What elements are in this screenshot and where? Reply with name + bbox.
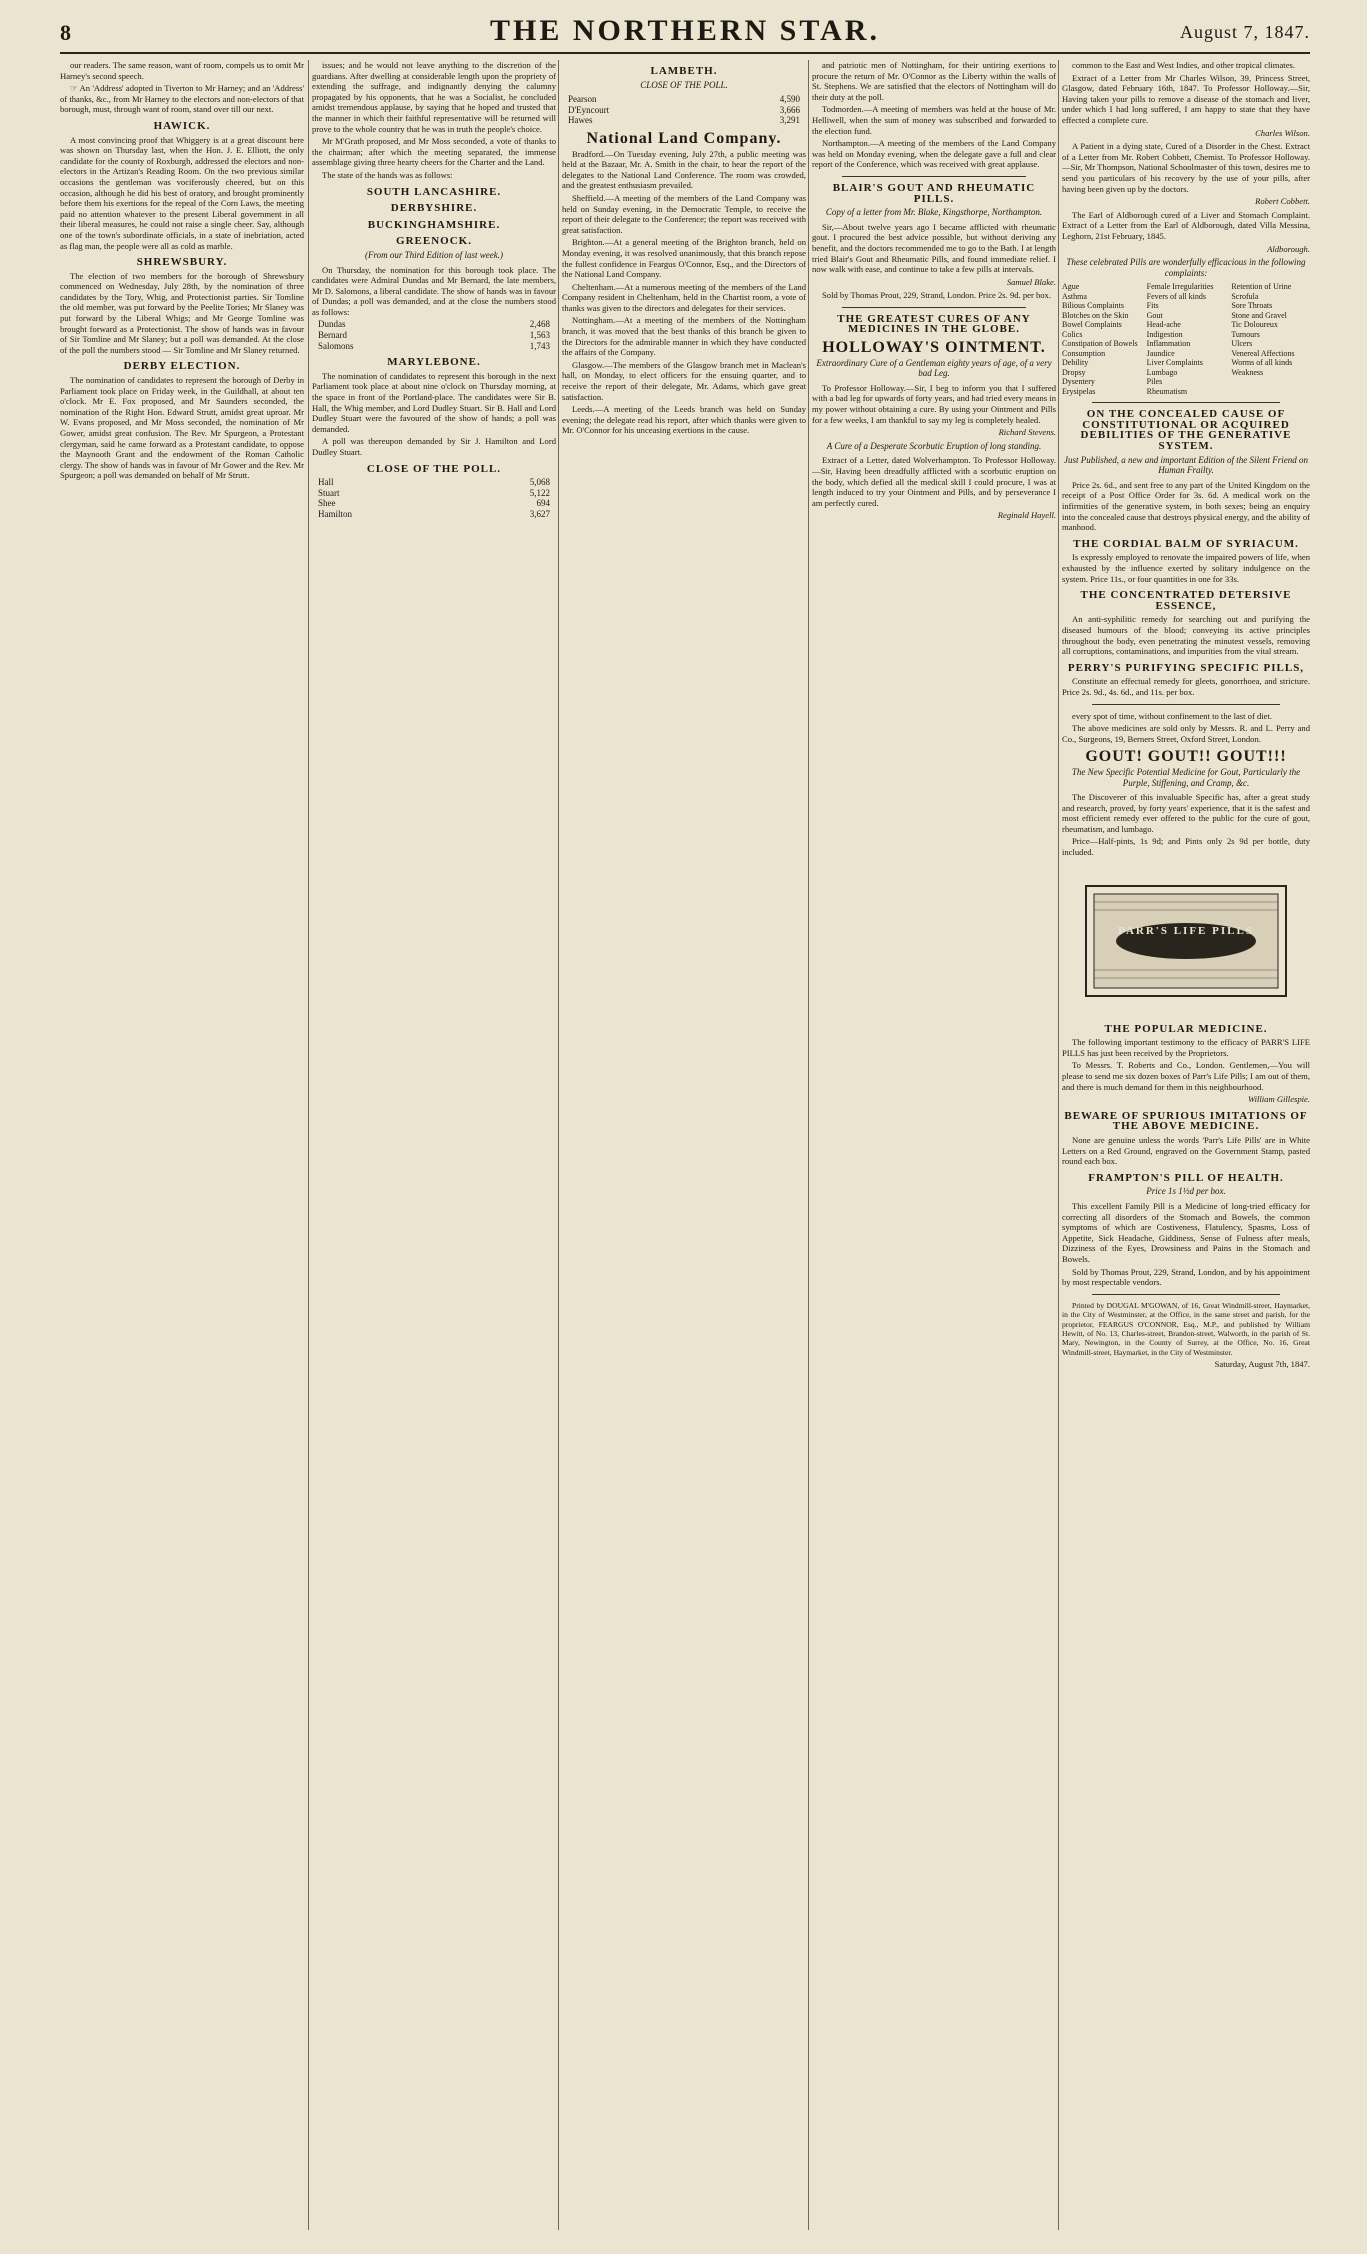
blairs-price: Sold by Thomas Prout, 229, Strand, London. Price 2s. 9d. per box. xyxy=(822,290,1051,301)
disease-item: Jaundice xyxy=(1146,348,1175,358)
disease-item: Dysentery xyxy=(1062,377,1095,387)
pill-box-label: PARR'S LIFE PILLS xyxy=(1118,924,1254,937)
column-5-6 xyxy=(1062,60,1310,2230)
disease-item: Tumours xyxy=(1231,329,1260,339)
cordial-balm-heading: THE CORDIAL BALM OF SYRIACUM. xyxy=(1073,537,1299,550)
disease-item: Venereal Affections xyxy=(1231,348,1295,358)
candidate-name: D'Eyncourt xyxy=(568,104,610,115)
disease-item: Lumbago xyxy=(1146,367,1178,377)
buckinghamshire-heading: BUCKINGHAMSHIRE. xyxy=(367,218,501,231)
candidate-votes: 5,122 xyxy=(529,487,550,498)
perry-address: The above medicines are sold only by Messrs. R. and L. Perry and Co., Surgeons, 19, Berners Street, Oxford Street, London. xyxy=(1062,723,1310,744)
disease-item: Consumption xyxy=(1062,348,1106,358)
candidate-votes: 694 xyxy=(536,498,550,509)
todmorden-report: Todmorden.—A meeting of members was held at the house of Mr. Helliwell, when the sum of money was subscribed and forwarded to the election fund. xyxy=(812,104,1056,136)
newspaper-title: THE NORTHERN STAR. xyxy=(490,14,880,47)
hawick-article: A most convincing proof that Whiggery is at a great discount here was shown on Thursday last, when the Hon. J. E. Elliott, the only candidate for the county of Roxburgh, addressed the electors and non-electors in the Artizan's Reading Room. On the two previous similar occasions the gentleman was vociferously cheered, but on this occasion, although he did his best of oratory, and brought prominently before them his exertions for the repeal of the Corn Laws, the meeting paid no attention whatever to the present Liberal government in all their liberal measures, he could not raise a single cheer. Say, although one of the town's subordinate officials, in a state of inebriation, acted as flag man, the people were all as cold as marble. xyxy=(60,134,304,251)
brighton-report: Brighton.—At a general meeting of the Brighton branch, held on Monday evening, it was resolved unanimously, that this branch repose the fullest confidence in Feargus O'Connor, Esq., and the Directors of the National Land Company. xyxy=(562,237,806,280)
lambeth-close-label: CLOSE OF THE POLL. xyxy=(640,79,728,90)
poll-row xyxy=(312,488,556,499)
pill-box-engraving xyxy=(1076,866,1296,1016)
blairs-pills-heading: BLAIR'S GOUT AND RHEUMATIC PILLS. xyxy=(832,181,1036,205)
popular-signature: William Gillespie. xyxy=(1247,1094,1310,1105)
holloway-signature: Richard Stevens. xyxy=(998,427,1056,438)
scorbutic-cure-subtitle: A Cure of a Desperate Scorbutic Eruption of long standing. xyxy=(826,440,1042,451)
lambeth-poll-table xyxy=(562,94,806,126)
candidate-votes: 4,590 xyxy=(779,94,800,105)
disease-item: Colics xyxy=(1062,329,1083,339)
greenock-article: On Thursday, the nomination for this borough took place. The candidates were Admiral Dundas and Mr Bernard, the late members, Mr D. Salomons, a liberal candidate. The show of hands was in favour of Dundas; a poll was demanded, and at the close the numbers stood as follows: xyxy=(312,264,556,317)
scorbutic-testimonial: Extract of a Letter, dated Wolverhampton. To Professor Holloway.—Sir, Having been dreadfully afflicted with a scorbutic eruption on the body, which defied all the medical skill I could procure, I was at length induced to try your Ointment and Pills, and by perseverance I am perfectly cured. xyxy=(812,455,1056,508)
holloway-cure-subtitle: Extraordinary Cure of a Gentleman eighty years of age, of a very bad Leg. xyxy=(816,357,1052,379)
candidate-name: Salomons xyxy=(318,340,354,351)
detersive-essence-text: An anti-syphilitic remedy for searching out and purifying the diseased humours of the blood; conveying its active principles throughout the body, even penetrating the minutest vessels, removing all corruptions, contaminations, and impurities from the vital stream. xyxy=(1062,614,1310,657)
bradford-report: Bradford.—On Tuesday evening, July 27th, a public meeting was held at the Bazaar, Mr. A. Smith in the chair, to hear the report of the delegates to the National Land Conference. The room was crowded, and the greatest enthusiasm prevailed. xyxy=(562,148,806,191)
poll-row xyxy=(312,319,556,330)
derby-article: The nomination of candidates to represent the borough of Derby in Parliament took place on Friday week, in the Guildhall, at about ten o'clock. Mr E. Fox proposed, and Mr Saunders seconded, the nomination of the Right Hon. Edward Strutt, amidst great uproar. Mr W. Evans proposed, and Mr Moss seconded, the nomination of Mr Gower, amidst great confusion. The Rev. Mr Spurgeon, a Protestant clergyman, said he came forward as a Protestant candidate, to oppose the Maynooth Grant and the endowment of the Roman Catholic clergy. The show of hands was in favour of Mr Gower and the Rev. Mr Spurgeon; a poll was demanded on behalf of Mr Strutt. xyxy=(60,375,304,481)
cobbett-signature: Robert Cobbett. xyxy=(1255,196,1310,207)
gout-price: Price—Half-pints, 1s 9d; and Pints only 2s 9d per bottle, duty included. xyxy=(1062,836,1310,858)
page-number: 8 xyxy=(60,20,71,45)
holloway-testimonial: To Professor Holloway.—Sir, I beg to inform you that I suffered with a bad leg for upwards of forty years, and had tried every means in my power without obtaining a cure. By using your Ointment and Pills for a few weeks, I am thankful to say my leg is completely healed. xyxy=(812,382,1056,425)
column-1 xyxy=(60,60,304,2230)
hands-intro: The state of the hands was as follows: xyxy=(322,169,453,180)
frampton-heading: FRAMPTON'S PILL OF HEALTH. xyxy=(1088,1171,1284,1184)
meeting-close: Mr M'Grath proposed, and Mr Moss seconded, a vote of thanks to the chairman; after which the meeting separated, the immense assemblage giving three hearty cheers for the Charter and the Land. xyxy=(312,136,556,168)
wilson-letter: Extract of a Letter from Mr Charles Wilson, 39, Princess Street, Glasgow, dated February 16th, 1847. To Professor Holloway.—Sir, Having taken your pills to remove a disease of the stomach and liver, under which I had long suffered, I am happy to state that they have effected a complete cure. xyxy=(1062,72,1310,125)
divider xyxy=(1092,704,1280,705)
frampton-sold-by: Sold by Thomas Prout, 229, Strand, London, and by his appointment by most respectable vendors. xyxy=(1062,1266,1310,1288)
diseases-heading: These celebrated Pills are wonderfully efficacious in the following complaints: xyxy=(1066,257,1306,278)
poll-demand: A poll was thereupon demanded by Sir J. Hamilton and Lord Dudley Stuart. xyxy=(312,436,556,457)
disease-item: Piles xyxy=(1146,377,1163,387)
candidate-name: Stuart xyxy=(318,487,340,498)
disease-list xyxy=(1062,282,1310,396)
column-rule xyxy=(558,60,559,2230)
close-of-poll-heading: CLOSE OF THE POLL. xyxy=(366,462,502,475)
disease-item: Gout xyxy=(1146,310,1163,320)
column-rule xyxy=(808,60,809,2230)
cheltenham-report: Cheltenham.—At a numerous meeting of the members of the Land Company resident in Cheltenham, held in the Chartist room, a vote of thanks was given to the directors and delegates for their services. xyxy=(562,281,806,313)
column-4 xyxy=(812,60,1056,2230)
disease-item: Erysipelas xyxy=(1062,386,1096,396)
silent-friend-text: Price 2s. 6d., and sent free to any part of the United Kingdom on the receipt of a Post Office Order for 3s. 6d. A medical work on the infirmities of the generative system, in both sexes; being an enquiry into the concealed cause that destroys physical energy, and the ability of manhood. xyxy=(1062,479,1310,533)
marylebone-poll-table xyxy=(312,477,556,519)
disease-item: Inflammation xyxy=(1146,339,1191,349)
silent-friend-subtitle: Just Published, a new and important Edition of the Silent Friend on Human Frailty. xyxy=(1064,454,1308,476)
scorbutic-signature: Reginald Hayell. xyxy=(997,510,1056,521)
candidate-votes: 5,068 xyxy=(529,477,550,488)
glasgow-report: Glasgow.—The members of the Glasgow branch met in Maclean's hall, on Monday, to elect officers for the ensuing quarter, and to receive the report of their delegate, Mr. Adams, which gave great satisfaction. xyxy=(562,359,806,402)
poll-row xyxy=(562,115,806,126)
poll-row xyxy=(312,341,556,352)
disease-item: Tic Doloureux xyxy=(1231,320,1278,330)
candidate-name: Hamilton xyxy=(318,508,352,519)
candidate-name: Shee xyxy=(318,498,336,509)
disease-item: Debility xyxy=(1062,358,1089,368)
disease-item: Worms of all kinds xyxy=(1231,358,1293,368)
divider xyxy=(1092,1294,1280,1295)
beware-text: None are genuine unless the words 'Parr's Life Pills' are in White Letters on a Red Ground, engraved on the Government Stamp, pasted round each box. xyxy=(1062,1135,1310,1167)
disease-item: Ague xyxy=(1062,282,1080,292)
disease-item: Indigestion xyxy=(1146,329,1183,339)
frampton-text: This excellent Family Pill is a Medicine of long-tried efficacy for correcting all disorders of the Stomach and Bowels, the common symptoms of which are Costiveness, Flatulency, Spasms, Loss of Appetite, Sick Headache, Giddiness, Sense of Fulness after meals, Dizziness of the Eyes, Drowsiness and Pains in the Stomach and Bowels. xyxy=(1062,1200,1310,1264)
intro-paragraph: our readers. The same reason, want of room, compels us to omit Mr Harney's second speech. xyxy=(60,60,304,81)
gout-text: The Discoverer of this invaluable Specific has, after a great study and research, proved, by forty years' experience, that it is the safest and most efficient remedy ever offered to the public for the cure of gout, rheumatism, and lumbago. xyxy=(1062,792,1310,834)
column-2 xyxy=(312,60,556,2230)
divider xyxy=(1092,402,1280,403)
blairs-letter-source: Copy of a letter from Mr. Blake, Kingsthorpe, Northampton. xyxy=(825,207,1043,218)
shrewsbury-article: The election of two members for the borough of Shrewsbury commenced on Wednesday, July 28th, by the nomination of three candidates by the Tory, Whig, and Protectionist parties. Sir Tomline the old member, was put forward by the Peelite Tories; Mr Slaney was put forward by the Liberal Whigs; and Mr George Tomline was brought forward as a Protectionist. The show of hands was in favour of Sir Tomline and Mr Slaney; but a poll was demanded. At the close of the poll the numbers stood — Sir Tomline and Mr Slaney returned. xyxy=(60,270,304,355)
holloways-ointment-heading: HOLLOWAY'S OINTMENT. xyxy=(822,339,1046,357)
candidate-name: Hall xyxy=(318,477,334,488)
candidate-votes: 3,666 xyxy=(779,104,800,115)
disease-item: Fevers of all kinds xyxy=(1146,291,1206,301)
detersive-essence-heading: THE CONCENTRATED DETERSIVE ESSENCE, xyxy=(1080,589,1292,612)
nottingham-continued: and patriotic men of Nottingham, for their untiring exertions to procure the return of Mr. O'Connor as the Liberty within the walls of St. Stephens. We are satisfied that the electors of Nottingham will do their duty at the poll. xyxy=(812,60,1056,102)
disease-item: Ulcers xyxy=(1231,339,1253,349)
lambeth-heading: LAMBETH. xyxy=(650,65,718,77)
disease-item: Dropsy xyxy=(1062,367,1086,377)
popular-letter: To Messrs. T. Roberts and Co., London. Gentlemen,—You will please to send me six dozen boxes of Parr's Life Pills; I am out of them, and there is much demand for them in this neighbourhood. xyxy=(1062,1060,1310,1092)
disease-item: Bilious Complaints xyxy=(1062,301,1125,311)
poll-row xyxy=(312,330,556,341)
greatest-cures-heading: THE GREATEST CURES OF ANY MEDICINES IN THE GLOBE. xyxy=(837,312,1031,336)
south-lancashire-heading: SOUTH LANCASHIRE. xyxy=(366,185,502,198)
column-rule xyxy=(308,60,309,2230)
candidate-votes: 1,743 xyxy=(529,340,550,351)
column-3 xyxy=(562,60,806,2230)
wilson-signature: Charles Wilson. xyxy=(1255,127,1310,138)
disease-item: Retention of Urine xyxy=(1231,282,1292,292)
beware-heading: BEWARE OF SPURIOUS IMITATIONS OF THE ABOVE MEDICINE. xyxy=(1064,1109,1308,1133)
disease-item: Asthma xyxy=(1062,291,1087,301)
issue-date: August 7, 1847. xyxy=(1179,22,1310,42)
disease-item: Stone and Gravel xyxy=(1231,310,1287,320)
poll-row xyxy=(312,509,556,520)
purifying-pills-text: Constitute an effectual remedy for gleets, gonorrhoea, and stricture. Price 2s. 9d., 4s. 6d., and 11s. per box. xyxy=(1062,676,1310,697)
popular-medicine-heading: THE POPULAR MEDICINE. xyxy=(1104,1022,1268,1035)
disease-item: Scrofula xyxy=(1231,291,1259,301)
candidate-votes: 3,627 xyxy=(529,508,550,519)
leeds-report: Leeds.—A meeting of the Leeds branch was held on Sunday evening; the delegate read his report, after which thanks were given to Mr. O'Connor for his unceasing exertions in the cause. xyxy=(562,404,806,436)
divider xyxy=(842,307,1026,308)
cordial-balm-text: Is expressly employed to renovate the impaired powers of life, when exhausted by the influence exerted by solitary indulgence on the system. Price 11s., or four quantities in one for 33s. xyxy=(1062,552,1310,584)
address-notice: ☞ An 'Address' adopted in Tiverton to Mr Harney; and an 'Address' of thanks, &c., from Mr Harney to the electors and non-electors of that borough, must, through want of room, stand over till our next. xyxy=(60,83,304,115)
derbyshire-heading: DERBYSHIRE. xyxy=(390,202,478,215)
greenock-edition-note: (From our Third Edition of last week.) xyxy=(364,249,504,260)
blairs-testimonial: Sir,—About twelve years ago I became afflicted with rheumatic gout. I procured the best advice possible, but without deriving any benefit, and the doctors recommended me to go to the Bath. I at length tried Blair's Gout and Rheumatic Pills, and found immediate relief. I now walk with ease, and continue to take a few pills at intervals. xyxy=(812,221,1056,275)
poll-row xyxy=(562,105,806,116)
silent-friend-heading: ON THE CONCEALED CAUSE OF CONSTITUTIONAL OR ACQUIRED DEBILITIES OF THE GENERATIVE SYSTEM. xyxy=(1080,408,1292,453)
disease-item: Blotches on the Skin xyxy=(1062,310,1129,320)
blairs-signature: Samuel Blake. xyxy=(1006,276,1056,287)
disease-item: Weakness xyxy=(1231,367,1264,377)
poll-row xyxy=(562,94,806,105)
disease-item: Liver Complaints xyxy=(1146,358,1203,368)
poll-row xyxy=(312,477,556,488)
imprint-date: Saturday, August 7th, 1847. xyxy=(1214,1359,1310,1370)
disease-item: Bowel Complaints xyxy=(1062,320,1122,330)
disease-item: Sore Throats xyxy=(1231,301,1273,311)
disease-item: Head-ache xyxy=(1146,320,1181,330)
northampton-report: Northampton.—A meeting of the members of the Land Company was held on Monday evening, when the delegate gave a full and clear report of the Conference, which was received with great applause. xyxy=(812,138,1056,170)
disease-item: Female Irregularities xyxy=(1146,282,1214,292)
marylebone-article: The nomination of candidates to represent this borough in the next Parliament took place at about nine o'clock on Thursday morning, at the space in front of the Portland-place. The candidates were Sir B. Hall, the Whig member, and Lord Dudley Stuart. Sir B. Hall and Lord Dudley Stuart were the favoured of the show of hands; a poll was demanded. xyxy=(312,370,556,434)
shrewsbury-heading: SHREWSBURY. xyxy=(136,256,228,269)
national-land-company-heading: National Land Company. xyxy=(586,129,782,147)
disease-item: Rheumatism xyxy=(1146,386,1188,396)
candidate-name: Pearson xyxy=(568,94,597,105)
medicine-note: every spot of time, without confinement to the last of diet. xyxy=(1072,710,1272,721)
tropical-climates: common to the East and West Indies, and other tropical climates. xyxy=(1072,60,1296,70)
candidate-votes: 1,563 xyxy=(529,330,550,341)
speech-continued: issues; and he would not leave anything to the discretion of the guardians. After dwelling at considerable length upon the propriety of extending the suffrage, and indignantly denying the calumny propagated by his opponents, that he was a Socialist, he concluded amidst tremendous applause, by saying that he hoped and trusted that the manner in which their faithful representative will be returned will prove to the whole country that he was in truth the people's choice. xyxy=(312,60,556,134)
candidate-votes: 3,291 xyxy=(779,115,800,126)
marylebone-heading: MARYLEBONE. xyxy=(387,356,481,369)
aldborough-signature: Aldborough. xyxy=(1267,243,1310,254)
gout-subtitle: The New Specific Potential Medicine for Gout, Particularly the Purple, Stiffening, and Cramp, &c. xyxy=(1071,766,1301,788)
greenock-poll-table xyxy=(312,319,556,351)
greenock-heading: GREENOCK. xyxy=(396,235,472,248)
gout-heading: GOUT! GOUT!! GOUT!!! xyxy=(1085,748,1287,766)
candidate-name: Hawes xyxy=(568,115,593,126)
purifying-pills-heading: PERRY'S PURIFYING SPECIFIC PILLS, xyxy=(1067,661,1305,674)
candidate-votes: 2,468 xyxy=(529,319,550,330)
aldborough-letter: The Earl of Aldborough cured of a Liver and Stomach Complaint. Extract of a Letter from the Earl of Aldborough, dated Villa Messina, Leghorn, 21st February, 1845. xyxy=(1062,209,1310,241)
disease-item: Constipation of Bowels xyxy=(1062,339,1138,349)
hawick-heading: HAWICK. xyxy=(153,119,211,132)
cobbett-letter: A Patient in a dying state, Cured of a Disorder in the Chest. Extract of a Letter from Mr. Robert Cobbett, Chemist. To Professor Holloway.—Sir, Mr Thompson, National Schoolmaster of this town, desires me to send you particulars of his recovery by the use of your pills, after having been given up by the doctors. xyxy=(1062,141,1310,194)
divider xyxy=(842,176,1026,177)
candidate-name: Dundas xyxy=(318,319,346,330)
disease-item: Fits xyxy=(1146,301,1159,311)
sheffield-report: Sheffield.—A meeting of the members of the Land Company was held on Sunday evening, in the Democratic Temple, to receive the report of their delegate to the Conference; the report was received with great satisfaction. xyxy=(562,192,806,235)
printer-imprint: Printed by DOUGAL M'GOWAN, of 16, Great Windmill-street, Haymarket, in the City of Westminster, at the Office, in the same street and parish, for the proprietor, FEARGUS O'CONNOR, Esq., M.P., and published by William Hewitt, of No. 13, Charles-street, Brandon-street, Walworth, in the parish of St. Mary, Newington, in the County of Surrey, at the Office, No. 16, Great Windmill-street, Haymarket, in the City of Westminster. xyxy=(1062,1300,1310,1357)
poll-row xyxy=(312,498,556,509)
candidate-name: Bernard xyxy=(318,330,347,341)
frampton-price: Price 1s 1½d per box. xyxy=(1146,1186,1226,1197)
masthead xyxy=(60,8,1310,54)
nottingham-report: Nottingham.—At a meeting of the members of the Nottingham branch, it was moved that the best thanks of this branch be given to the Directors for the admirable manner in which they have conducted the affairs of the Company. xyxy=(562,315,806,358)
derby-heading: DERBY ELECTION. xyxy=(123,360,241,373)
popular-medicine-text: The following important testimony to the efficacy of PARR'S LIFE PILLS has just been received by the Proprietors. xyxy=(1062,1037,1310,1058)
parrs-life-pills-illustration xyxy=(1076,866,1296,1016)
column-rule xyxy=(1058,60,1059,2230)
